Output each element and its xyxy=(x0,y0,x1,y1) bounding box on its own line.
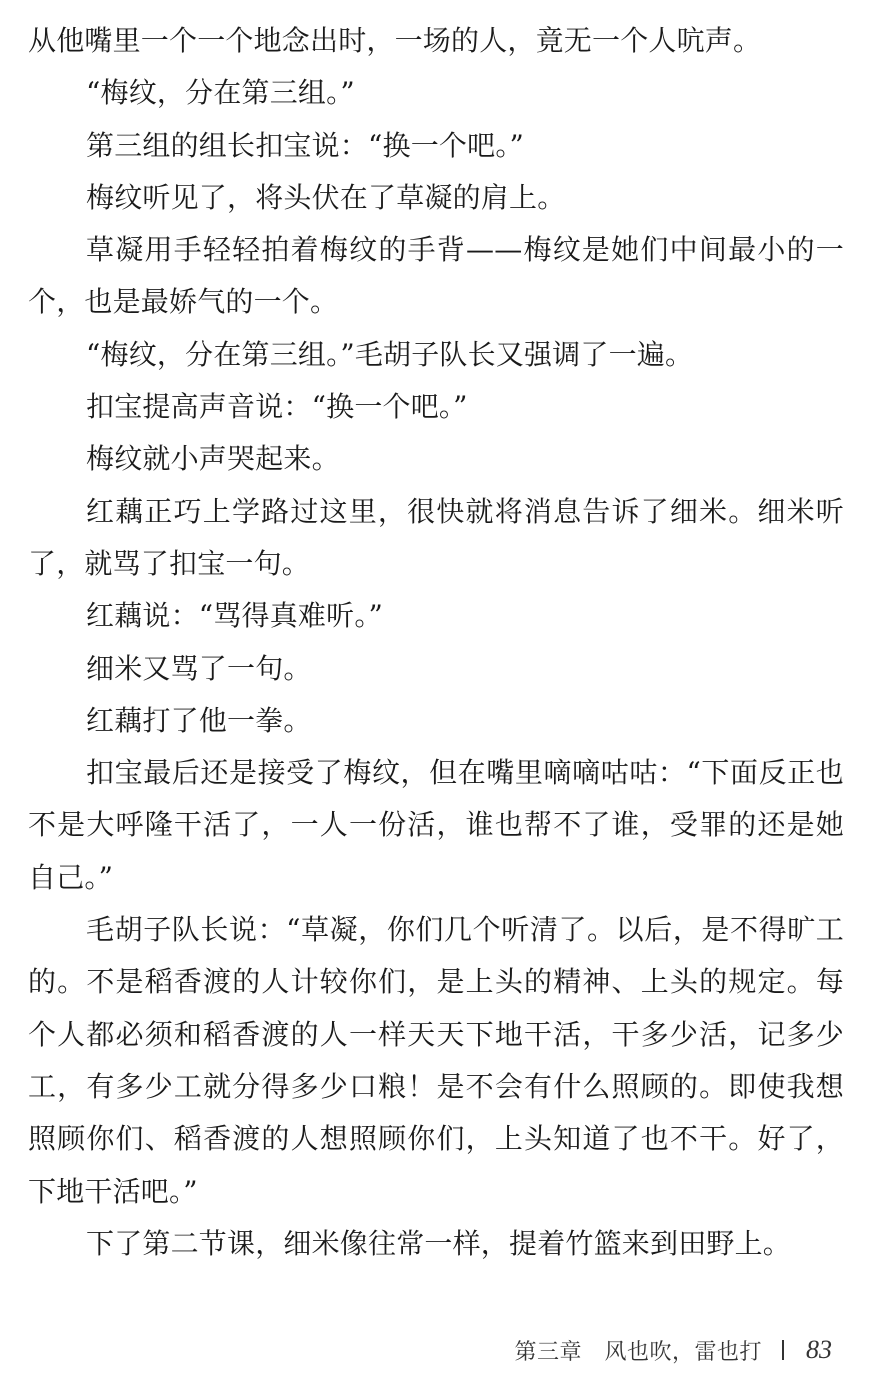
footer-divider xyxy=(782,1340,784,1360)
body-text xyxy=(28,15,844,1270)
paragraph-10: 红藕说：“骂得真难听。” xyxy=(86,599,384,633)
paragraph-8: 梅纹就小声哭起来。 xyxy=(86,442,340,476)
paragraph-7: 扣宝提高声音说：“换一个吧。” xyxy=(86,390,468,424)
paragraph-9: 红藕正巧上学路过这里，很快就将消息告诉了细米。细米听了，就骂了扣宝一句。 xyxy=(28,494,844,580)
chapter-title: 第三章 风也吹，雷也打 xyxy=(514,1339,762,1365)
paragraph-11: 细米又骂了一句。 xyxy=(86,651,312,685)
paragraph-12: 红藕打了他一拳。 xyxy=(86,703,312,737)
paragraph-5: 草凝用手轻轻拍着梅纹的手背——梅纹是她们中间最小的一个，也是最娇气的一个。 xyxy=(28,233,844,319)
paragraph-6: “梅纹，分在第三组。”毛胡子队长又强调了一遍。 xyxy=(86,337,694,371)
paragraph-15: 下了第二节课，细米像往常一样，提着竹篮来到田野上。 xyxy=(86,1226,792,1260)
paragraph-1: 从他嘴里一个一个地念出时，一场的人，竟无一个人吭声。 xyxy=(28,24,762,57)
paragraph-13: 扣宝最后还是接受了梅纹，但在嘴里嘀嘀咕咕：“下面反正也不是大呼隆干活了，一人一份活，谁也帮不了谁，受罪的还是她自己。” xyxy=(28,756,844,894)
paragraph-2: “梅纹，分在第三组。” xyxy=(86,76,355,110)
paragraph-14: 毛胡子队长说：“草凝，你们几个听清了。以后，是不得旷工的。不是稻香渡的人计较你们，是上头的精神、上头的规定。每个人都必须和稻香渡的人一样天天下地干活，干多少活，记多少工，有多少工就分得多少口粮！是不会有什么照顾的。即使我想照顾你们、稻香渡的人想照顾你们，上头知道了也不干。好了，下地干活吧。” xyxy=(28,913,844,1208)
running-footer xyxy=(514,1330,832,1370)
page-number: 83 xyxy=(806,1335,832,1364)
paragraph-3: 第三组的组长扣宝说：“换一个吧。” xyxy=(86,128,525,162)
paragraph-4: 梅纹听见了，将头伏在了草凝的肩上。 xyxy=(86,180,566,214)
